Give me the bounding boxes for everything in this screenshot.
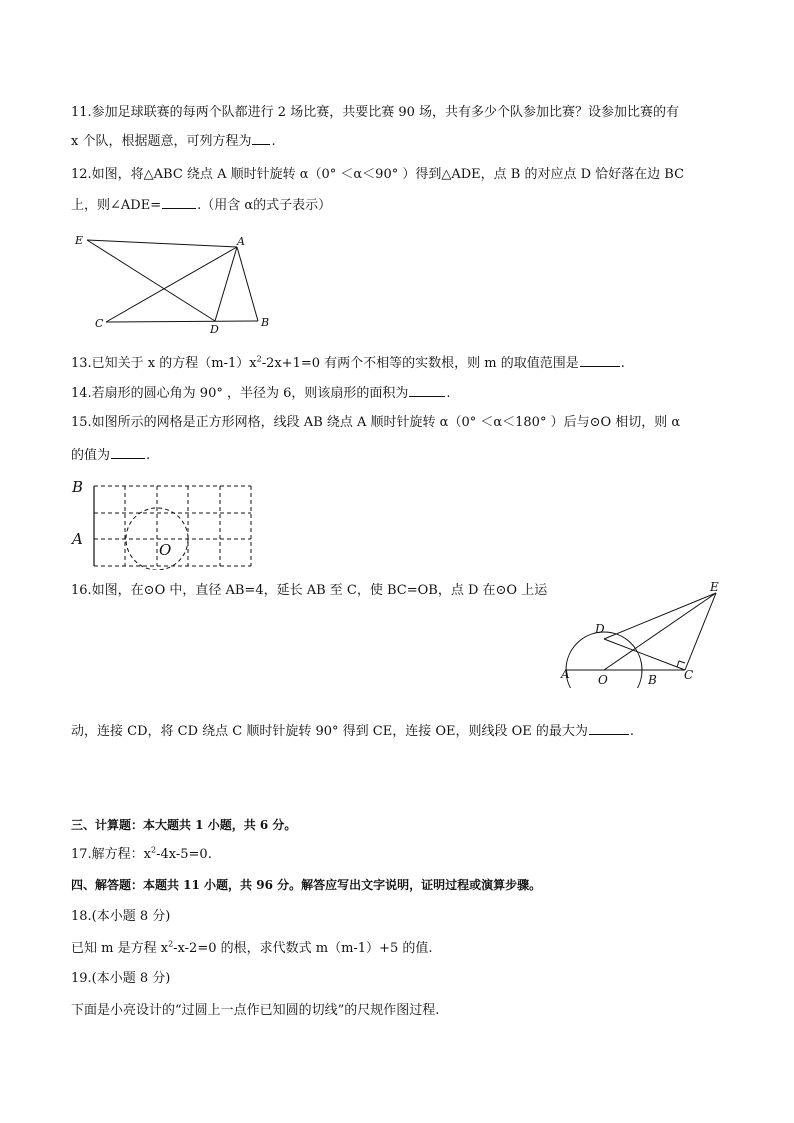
segment-oe (604, 593, 716, 670)
answer-blank-q12 (162, 196, 196, 209)
label-a: A (72, 530, 83, 548)
section-3-title: 三、计算题：本大题共 1 小题，共 6 分。 (71, 818, 297, 832)
q15-end: . (146, 448, 151, 463)
q16-end: . (629, 724, 635, 739)
q12-triangle-figure (70, 230, 280, 338)
q12-text-end: .（用含 α的式子表示） (197, 198, 332, 213)
answer-blank-q13 (580, 354, 620, 367)
segment-ca (106, 247, 237, 322)
answer-blank-q16 (589, 722, 629, 735)
answer-blank-q15 (111, 446, 145, 459)
q14-line (71, 384, 451, 403)
q15-grid-figure (68, 476, 258, 570)
label-d: D (210, 323, 219, 336)
q11-text: x 个队，根据题意，可列方程为 (71, 134, 252, 149)
q18-header: 18.(本小题 8 分) (71, 909, 171, 924)
q15-line1: 15.如图所示的网格是正方形网格，线段 AB 绕点 A 顺时针旋转 α（0° ＜α＜180° ）后与⊙O 相切，则 α (71, 415, 681, 430)
q18-text: -x-2=0 的根，求代数式 m（m-1）+5 的值. (173, 941, 433, 956)
label-b: B (72, 478, 84, 496)
label-d: D (595, 622, 605, 636)
label-b: B (648, 673, 657, 687)
q11-line1: 11.参加足球联赛的每两个队都进行 2 场比赛，共要比赛 90 场，共有多少个队参加比赛？设参加比赛的有 (71, 105, 680, 120)
segment-ed (87, 240, 215, 321)
q17-exponent: 2 (151, 845, 157, 855)
q18-exponent: 2 (168, 939, 174, 949)
label-e: E (75, 234, 84, 247)
q17-line (71, 846, 212, 864)
q16-line1: 16.如图，在⊙O 中，直径 AB=4，延长 AB 至 C，使 BC=OB，点 D 在⊙O 上运 (71, 583, 548, 598)
q15-text: 的值为 (71, 448, 111, 463)
q12-text: 上，则∠ADE= (71, 198, 162, 213)
q17-text-start: 17.解方程：x (71, 847, 152, 862)
q17-text: -4x-5=0. (156, 847, 212, 862)
q14-text: 14.若扇形的圆心角为 90° ，半径为 6，则该扇形的面积为 (71, 386, 409, 401)
q16-circle-figure (558, 578, 728, 688)
q18-text-start: 已知 m 是方程 x (71, 941, 169, 956)
right-angle-mark (677, 661, 685, 667)
q11-line2 (71, 132, 276, 151)
q12-line2 (71, 196, 331, 215)
segment-ba (237, 247, 258, 321)
segment-cb (106, 321, 258, 322)
label-o: O (159, 541, 172, 559)
q13-line (71, 354, 625, 373)
label-a: A (561, 667, 570, 681)
q19-line: 下面是小亮设计的“过圆上一点作已知圆的切线”的尺规作图过程. (71, 1003, 440, 1018)
q14-end: . (446, 386, 451, 401)
answer-blank-q11 (252, 132, 270, 145)
label-o: O (598, 673, 608, 687)
segment-ce (685, 593, 716, 670)
q18-line (71, 940, 433, 958)
answer-blank-q14 (409, 384, 445, 397)
label-c: C (95, 317, 104, 330)
q19-header: 19.(本小题 8 分) (71, 971, 171, 986)
q11-end: . (271, 134, 276, 149)
q16-line2 (71, 722, 634, 741)
label-a: A (237, 235, 245, 248)
q13-text-start: 13.已知关于 x 的方程（m-1）x (71, 356, 257, 371)
q16-text: 动，连接 CD，将 CD 绕点 C 顺时针旋转 90° 得到 CE，连接 OE，则线段 OE 的最大为 (71, 724, 588, 739)
section-4-title: 四、解答题：本题共 11 小题，共 96 分。解答应写出文字说明，证明过程或演算步骤。 (71, 878, 542, 892)
segment-dc (604, 639, 685, 670)
q13-end: . (620, 356, 625, 371)
q12-line1: 12.如图，将△ABC 绕点 A 顺时针旋转 α（0° ＜α＜90° ）得到△ADE，点 B 的对应点 D 恰好落在边 BC (71, 167, 685, 182)
q15-line2 (71, 446, 150, 465)
label-c: C (684, 668, 694, 682)
label-b: B (261, 316, 270, 329)
q13-text: -2x+1=0 有两个不相等的实数根，则 m 的取值范围是 (261, 356, 579, 371)
segment-ea (87, 240, 237, 247)
label-e: E (710, 580, 719, 594)
q13-exponent: 2 (256, 354, 262, 364)
